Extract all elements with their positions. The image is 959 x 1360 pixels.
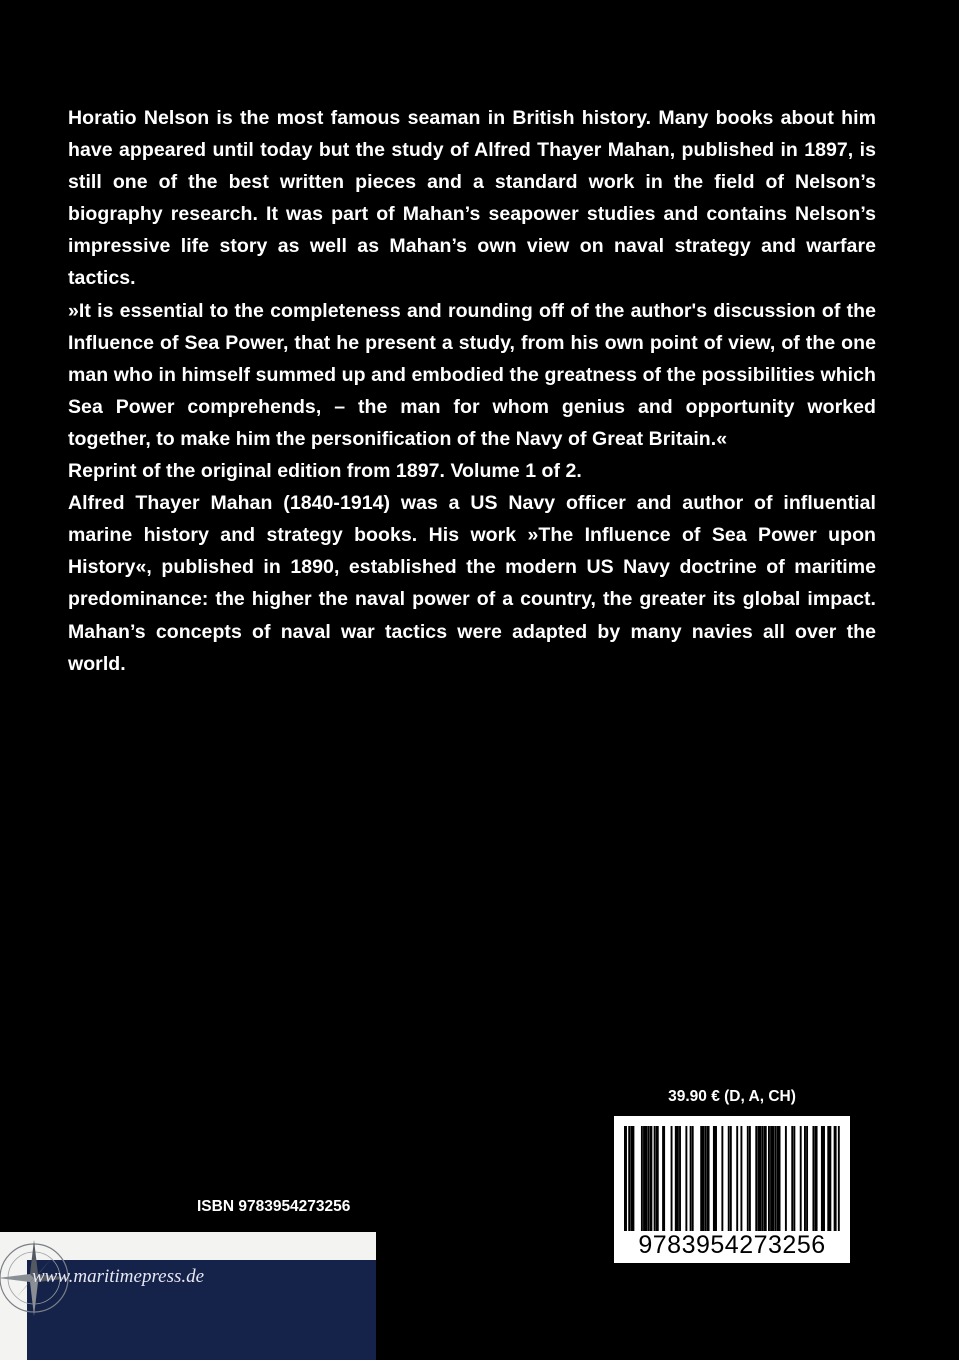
barcode-bar xyxy=(624,1126,627,1231)
barcode-bar xyxy=(793,1126,795,1231)
barcode-bar xyxy=(760,1126,762,1231)
barcode-bars xyxy=(624,1126,840,1231)
barcode-bar xyxy=(702,1126,704,1231)
barcode-bar xyxy=(779,1126,781,1231)
barcode-bar xyxy=(715,1126,717,1231)
barcode-bar xyxy=(736,1126,738,1231)
barcode-bar xyxy=(768,1126,770,1231)
barcode-bar xyxy=(834,1126,837,1231)
barcode-bar xyxy=(829,1126,831,1231)
barcode-bar xyxy=(645,1126,647,1231)
barcode-bar xyxy=(762,1126,764,1231)
barcode-bar xyxy=(755,1126,757,1231)
price-label: 39.90 € (D, A, CH) xyxy=(668,1088,796,1105)
barcode-bar xyxy=(740,1126,742,1231)
barcode-bar xyxy=(838,1126,840,1231)
publisher-band xyxy=(0,1232,376,1360)
barcode-bar xyxy=(721,1126,723,1231)
barcode-bar xyxy=(647,1126,649,1231)
barcode-bar xyxy=(628,1126,630,1231)
barcode-bar xyxy=(692,1126,694,1231)
blurb-paragraph-intro: Horatio Nelson is the most famous seaman in British history. Many books about him have appeared until today but the study of Alfred Thayer Mahan, published in 1897, is still one of the best written pieces and a standard work in the field of Nelson’s biography research. It was part of Mahan’s seapower studies and contains Nelson’s impressive life story as well as Mahan’s own view on naval strategy and warfare tactics. xyxy=(68,107,876,290)
barcode-bar xyxy=(730,1126,732,1231)
publisher-url[interactable]: www.maritimepress.de xyxy=(32,1266,205,1287)
barcode-bar xyxy=(671,1126,673,1231)
barcode-bar xyxy=(800,1126,802,1231)
barcode-bar xyxy=(728,1126,730,1231)
barcode-bar xyxy=(747,1126,749,1231)
barcode xyxy=(614,1116,850,1263)
barcode-bar xyxy=(690,1126,692,1231)
barcode-bar xyxy=(632,1126,634,1231)
barcode-bar xyxy=(806,1126,808,1231)
barcode-bar xyxy=(641,1126,643,1231)
barcode-bar xyxy=(815,1126,818,1231)
barcode-bar xyxy=(804,1126,806,1231)
blurb-paragraph-author: Alfred Thayer Mahan (1840-1914) was a US Navy officer and author of influential marine history and strategy books. His work »The Influence of Sea Power upon History«, published in 1890, established the modern US Navy doctrine of maritime predominance: the higher the naval power of a country, the greater its global impact. Mahan’s concepts of naval war tactics were adapted by many navies all over the world. xyxy=(68,492,876,675)
barcode-bar xyxy=(749,1126,751,1231)
barcode-bar xyxy=(785,1126,787,1231)
barcode-bar xyxy=(774,1126,776,1231)
barcode-bar xyxy=(654,1126,656,1231)
barcode-bar xyxy=(677,1126,679,1231)
barcode-bar xyxy=(704,1126,706,1231)
barcode-bar xyxy=(791,1126,793,1231)
barcode-bar xyxy=(812,1126,814,1231)
back-cover-blurb xyxy=(68,102,876,680)
isbn-label: ISBN 9783954273256 xyxy=(197,1198,351,1215)
barcode-bar xyxy=(662,1126,665,1231)
barcode-bar xyxy=(707,1126,710,1231)
barcode-bar xyxy=(656,1126,659,1231)
blurb-paragraph-quote: »It is essential to the completeness and rounding off of the author's discussion of the Influence of Sea Power, that he present a study, from his own point of view, of the one man who in himself summed up and embodied the greatness of the possibilities which Sea Power comprehends, – the man for whom genius and opportunity worked together, to make him the personification of the Navy of Great Britain.« xyxy=(68,299,876,450)
barcode-bar xyxy=(764,1126,767,1231)
barcode-bar xyxy=(685,1126,687,1231)
barcode-bar xyxy=(679,1126,681,1231)
barcode-bar xyxy=(649,1126,652,1231)
barcode-bar xyxy=(772,1126,774,1231)
barcode-bar xyxy=(823,1126,825,1231)
barcode-digits: 9783954273256 xyxy=(624,1231,840,1259)
blurb-paragraph-reprint: Reprint of the original edition from 1897. Volume 1 of 2. xyxy=(68,460,582,483)
